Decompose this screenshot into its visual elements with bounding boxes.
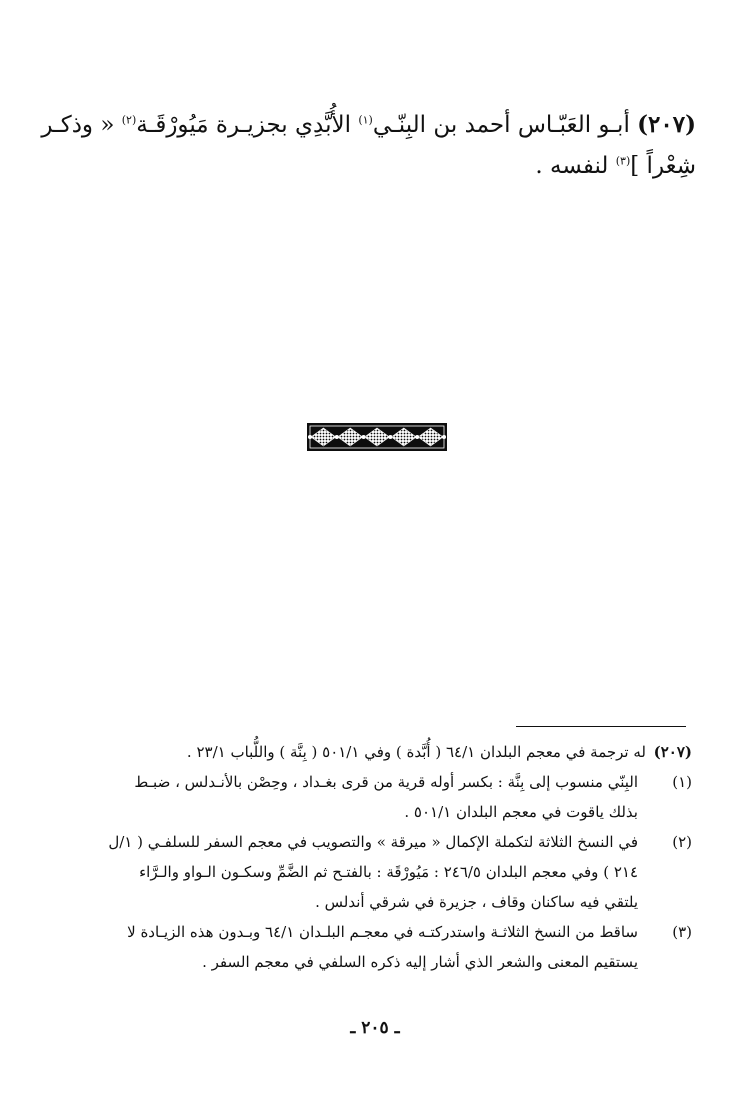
entry-text-continue: « وذكـر <box>41 112 115 138</box>
footnote-ref-1: (١) <box>358 113 373 127</box>
ornament-dot <box>335 435 339 439</box>
footnote-line: البِنّي منسوب إلى بِنَّة : بكسر أوله قرية من قرى بغـداد ، وحِصْن بالأنـدلس ، ضبـط <box>134 773 638 791</box>
ornament-dot <box>442 435 446 439</box>
entry-text-name: أبـو العَبّـاس أحمد بن البِنّـي <box>372 112 630 138</box>
entry-text-end: لنفسه . <box>535 153 609 179</box>
entry-number: (٢٠٧) <box>637 111 696 138</box>
footnote-item <box>100 737 692 767</box>
page-number: ـ ٢٠٥ ـ <box>350 1018 400 1038</box>
footnote-ref-3: (٣) <box>615 154 631 168</box>
ornament-dot <box>362 435 366 439</box>
footnote-separator-rule <box>516 726 686 727</box>
decorative-divider-ornament <box>307 423 447 451</box>
entry-text-nisba: الأُبَّدِي بجزيـرة مَيُورْقَـة <box>136 112 352 138</box>
entry-line-2 <box>120 146 696 187</box>
footnotes-section <box>100 737 692 977</box>
footnote-body <box>100 767 638 827</box>
footnote-number: (٣) <box>672 923 692 941</box>
ornament-dot <box>415 435 419 439</box>
footnote-line: ٢١٤ ) وفي معجم البلدان ٢٤٦/٥ : مَيُورْقَة : بالفتـح ثم الضَّمِّ وسكـون الـواو والـرَّاء <box>139 863 638 881</box>
ornament-pattern-icon <box>307 423 447 451</box>
footnote-item <box>100 827 692 917</box>
footnote-line: له ترجمة في معجم البلدان ٦٤/١ ( أُبَّدة ) وفي ٥٠١/١ ( بِنَّة ) واللُّباب ٢٣/١ . <box>186 743 646 761</box>
footnote-number: (٢) <box>672 833 692 851</box>
footnote-line: بذلك ياقوت في معجم البلدان ٥٠١/١ . <box>404 803 638 821</box>
footnote-line: في النسخ الثلاثة لتكملة الإكمال « ميرقة » والتصويب في معجم السفر للسلفـي ( ١/ل <box>108 833 638 851</box>
footnote-number: (٢٠٧) <box>653 743 692 761</box>
footnote-number: (١) <box>672 773 692 791</box>
entry-text-poetry: شِعْراً ] <box>630 153 696 179</box>
footnote-body <box>100 917 638 977</box>
ornament-dot <box>308 435 312 439</box>
footnote-line: يستقيم المعنى والشعر الذي أشار إليه ذكره السلفي في معجم السفر . <box>202 953 638 971</box>
footnote-body <box>100 737 646 767</box>
entry-line-1 <box>41 104 696 146</box>
footnote-item <box>100 917 692 977</box>
main-entry <box>41 104 696 187</box>
footnote-item <box>100 767 692 827</box>
footnote-body <box>100 827 638 917</box>
footnote-line: يلتقي فيه ساكنان وقاف ، جزيرة في شرقي أندلس . <box>315 893 638 911</box>
footnote-line: ساقط من النسخ الثلاثـة واستدركتـه في معجـم البلـدان ٦٤/١ وبـدون هذه الزيـادة لا <box>127 923 638 941</box>
footnote-ref-2: (٢) <box>121 113 137 127</box>
ornament-dot <box>388 435 392 439</box>
